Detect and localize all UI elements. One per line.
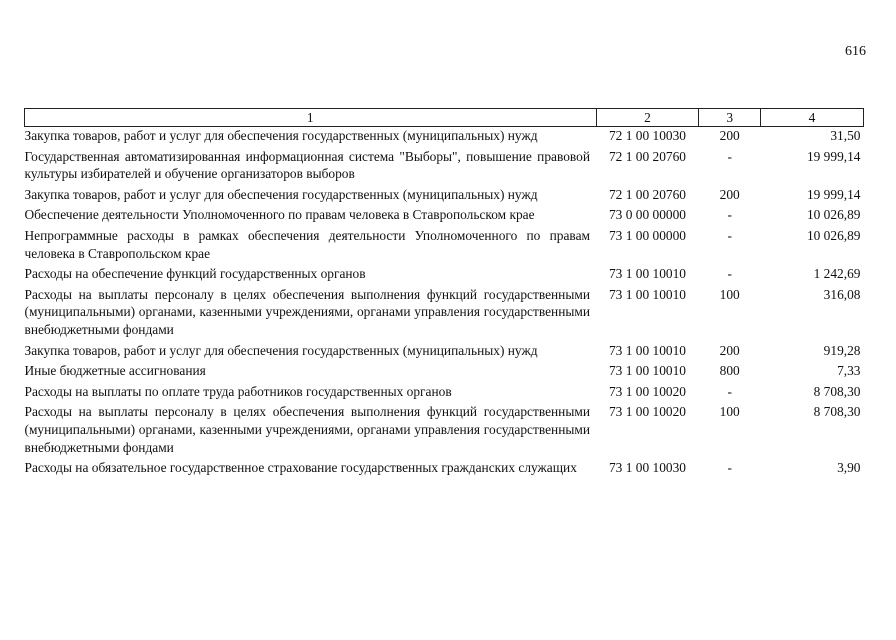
table-row (25, 362, 864, 383)
row-amount: 8 708,30 (813, 383, 861, 399)
row-name: Расходы на выплаты по оплате труда работников государственных органов (24, 383, 452, 399)
table-row (25, 227, 864, 265)
row-name: Закупка товаров, работ и услуг для обеспечения государственных (муниципальных) нужд (24, 128, 538, 143)
row-name: Обеспечение деятельности Уполномоченного по правам человека в Ставропольском крае (24, 207, 535, 223)
header-col-4: 4 (760, 109, 863, 127)
row-amount: 919,28 (823, 342, 861, 358)
row-amount: 19 999,14 (806, 186, 861, 202)
table-row (25, 459, 864, 480)
header-col-2: 2 (596, 109, 699, 127)
row-name: Непрограммные расходы в рамках обеспечения деятельности Уполномоченного по правам человека в Ставропольском крае (24, 227, 590, 261)
row-type: - (727, 207, 732, 223)
row-name: Государственная автоматизированная информационная система "Выборы", повышение правовой культуры избирателей и обучение организаторов выборов (24, 148, 590, 182)
row-type: 100 (719, 404, 740, 420)
row-code: 73 0 00 00000 (608, 207, 686, 223)
budget-table (24, 108, 864, 480)
row-amount: 19 999,14 (806, 148, 861, 164)
row-amount: 10 026,89 (806, 227, 861, 243)
row-code: 73 1 00 10020 (608, 383, 686, 399)
header-row (25, 109, 864, 127)
row-name: Расходы на обязательное государственное страхование государственных гражданских служащих (24, 460, 577, 476)
row-type: 200 (719, 128, 740, 143)
row-name: Расходы на выплаты персоналу в целях обеспечения выполнения функций государственными (муниципальными) органами, казенными учреждениями, органами управления государственными внебюджетными фондами (24, 286, 590, 337)
table-row (25, 342, 864, 363)
row-type: - (727, 266, 732, 282)
row-amount: 8 708,30 (813, 404, 861, 420)
table-row (25, 127, 864, 148)
table-row (25, 186, 864, 207)
row-amount: 316,08 (823, 286, 861, 302)
table-row (25, 148, 864, 186)
row-code: 73 1 00 10020 (608, 404, 686, 420)
table-row (25, 206, 864, 227)
row-type: 200 (719, 342, 740, 358)
row-amount: 10 026,89 (806, 207, 861, 223)
row-code: 73 1 00 10010 (608, 286, 686, 302)
row-name: Расходы на выплаты персоналу в целях обеспечения выполнения функций государственными (муниципальными) органами, казенными учреждениями, органами управления государственными внебюджетными фондами (24, 404, 590, 455)
row-type: 100 (719, 286, 740, 302)
row-amount: 31,50 (830, 128, 861, 143)
row-type: - (727, 383, 732, 399)
row-type: - (727, 227, 732, 243)
header-col-3: 3 (699, 109, 760, 127)
table-header (25, 109, 864, 127)
row-code: 73 1 00 10010 (608, 266, 686, 282)
row-code: 72 1 00 10030 (608, 128, 686, 143)
row-name: Расходы на обеспечение функций государственных органов (24, 266, 366, 282)
table-row (25, 286, 864, 342)
row-code: 73 1 00 00000 (608, 227, 686, 243)
row-code: 72 1 00 20760 (608, 186, 686, 202)
row-type: 200 (719, 186, 740, 202)
row-code: 72 1 00 20760 (608, 148, 686, 164)
table-row (25, 383, 864, 404)
row-type: - (727, 148, 732, 164)
table-row (25, 403, 864, 459)
row-code: 73 1 00 10010 (608, 363, 686, 379)
row-type: - (727, 460, 732, 476)
row-amount: 1 242,69 (813, 266, 861, 282)
row-type: 800 (719, 363, 740, 379)
row-code: 73 1 00 10010 (608, 342, 686, 358)
row-name: Закупка товаров, работ и услуг для обеспечения государственных (муниципальных) нужд (24, 186, 538, 202)
row-name: Иные бюджетные ассигнования (24, 363, 206, 379)
row-amount: 3,90 (837, 460, 861, 476)
table-row (25, 265, 864, 286)
row-code: 73 1 00 10030 (608, 460, 686, 476)
row-amount: 7,33 (837, 363, 861, 379)
row-name: Закупка товаров, работ и услуг для обеспечения государственных (муниципальных) нужд (24, 342, 538, 358)
page-number: 616 (845, 44, 866, 59)
header-col-1: 1 (25, 109, 597, 127)
table-body (25, 127, 864, 480)
